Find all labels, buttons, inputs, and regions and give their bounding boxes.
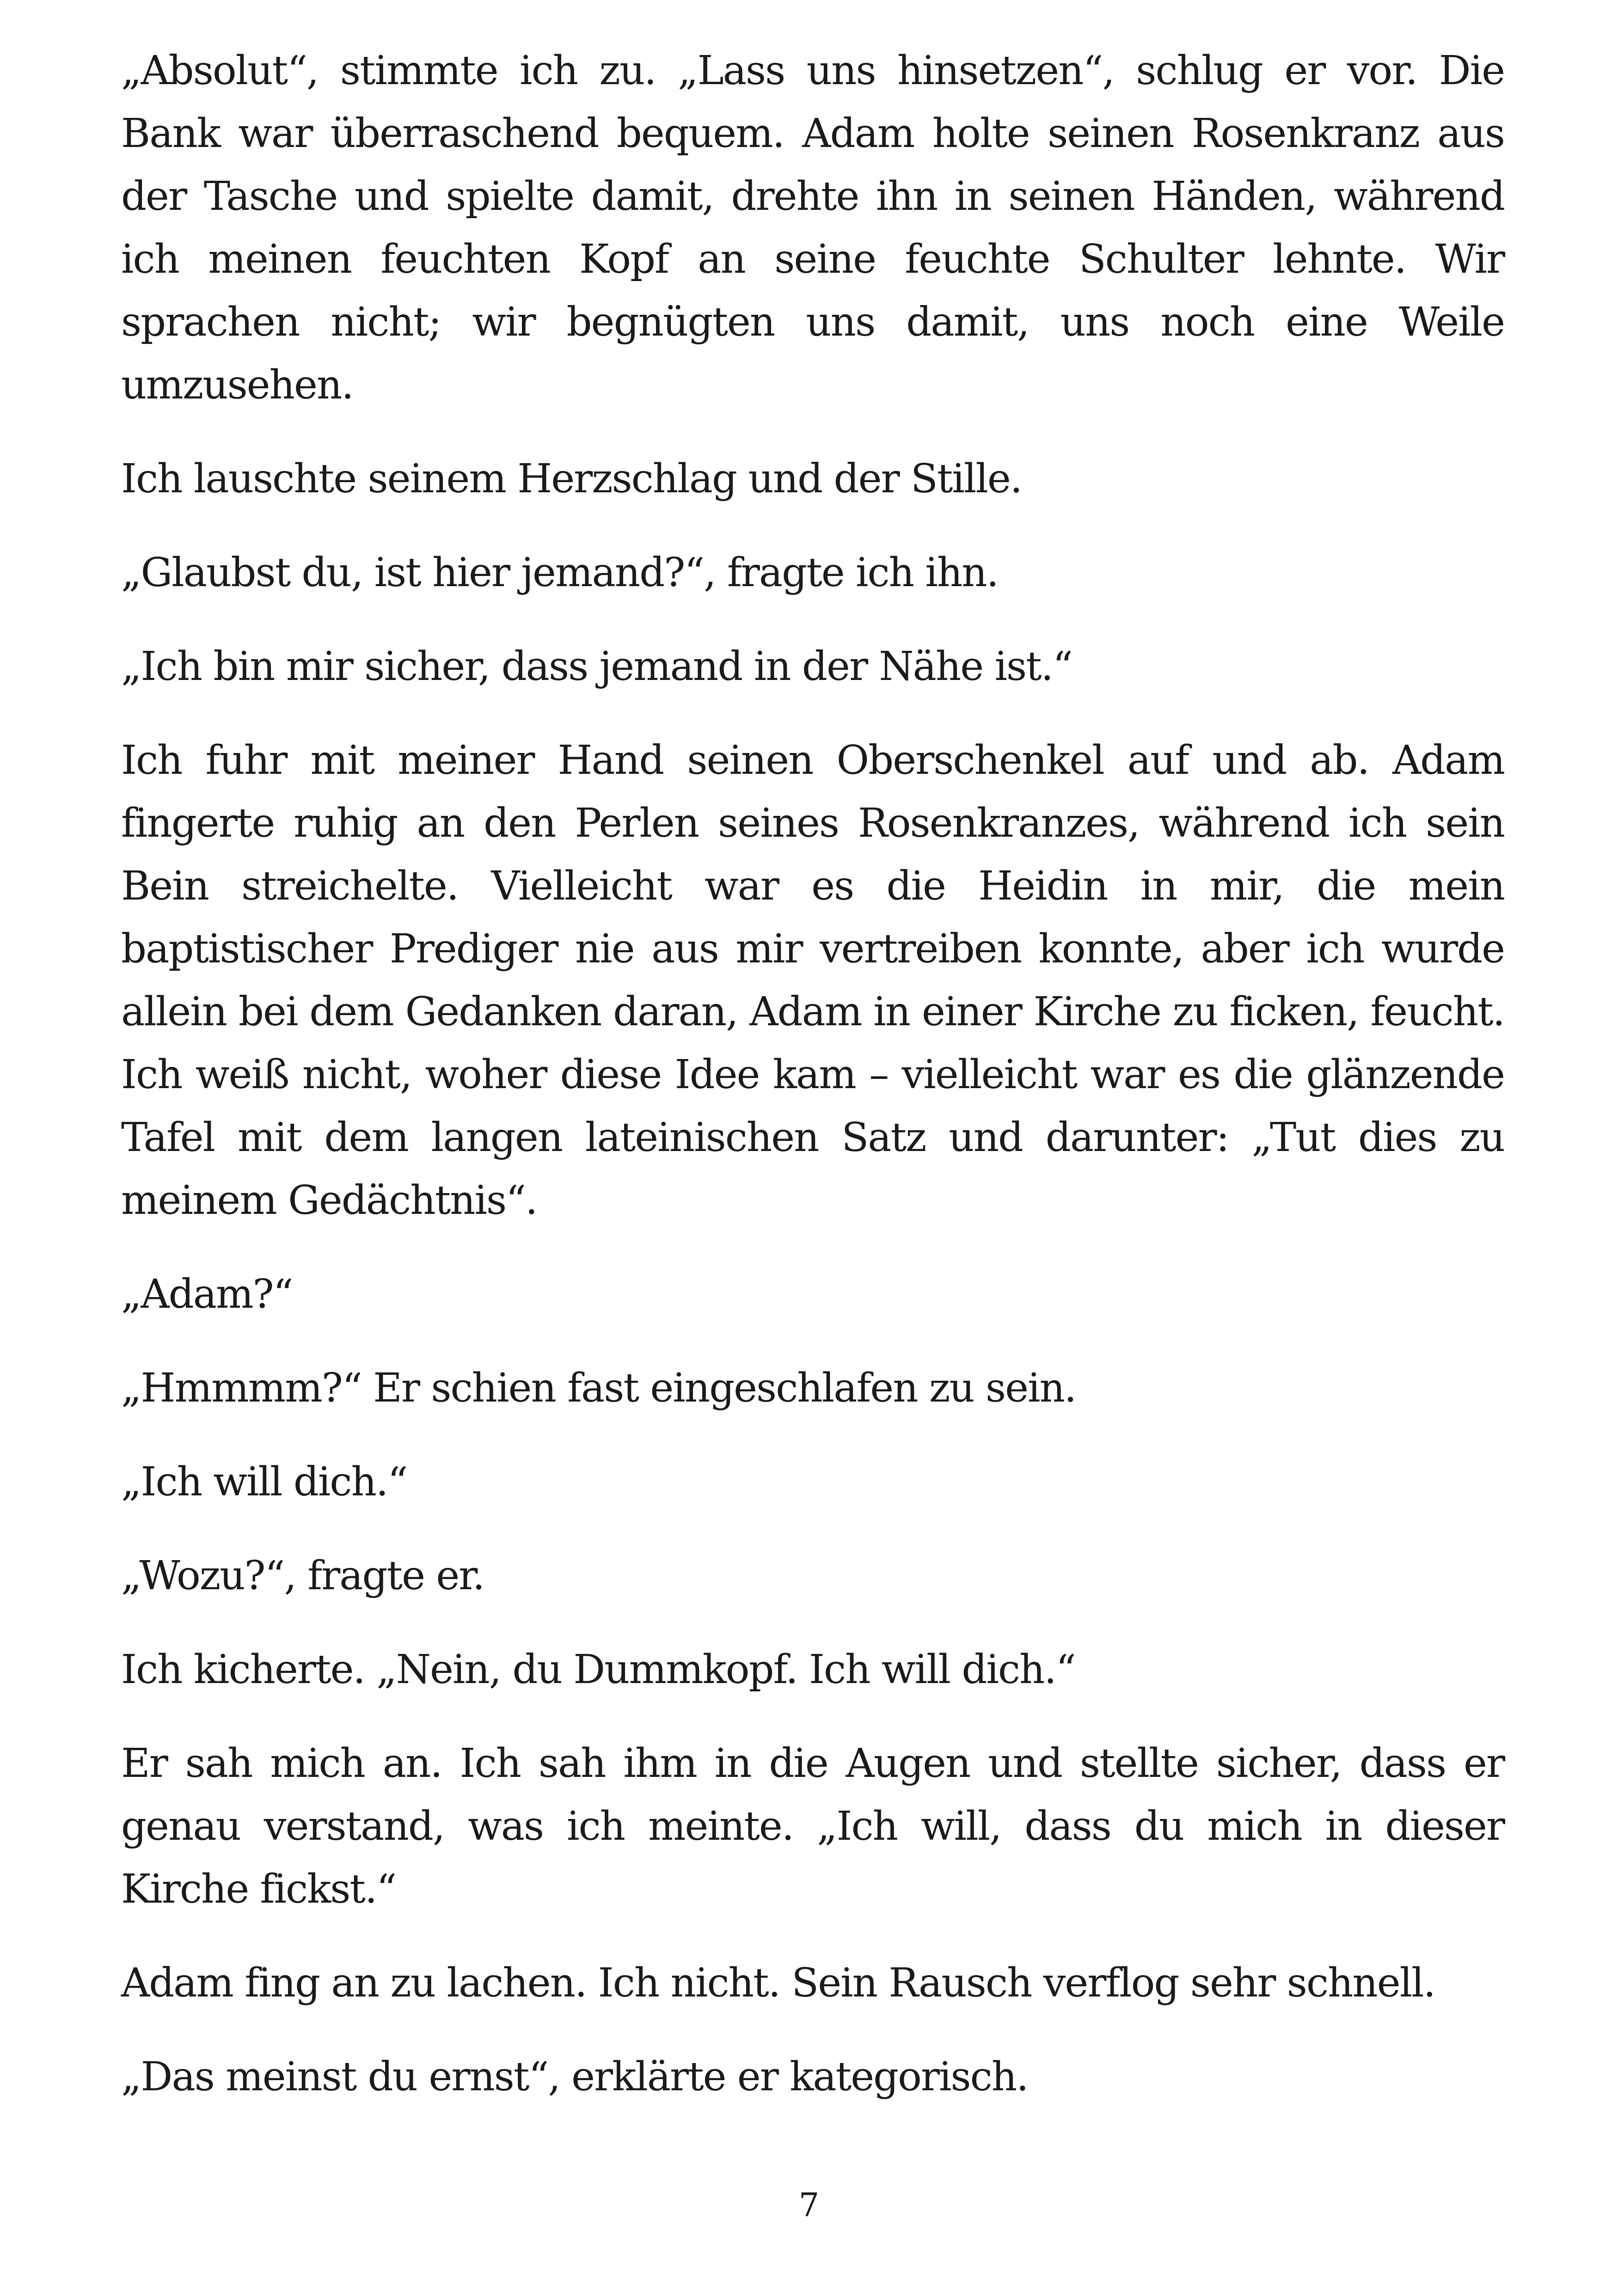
paragraph-3: „Glaubst du, ist hier jemand?“, fragte ich ihn. [121, 550, 999, 596]
paragraph-4: „Ich bin mir sicher, dass jemand in der Nähe ist.“ [121, 643, 1072, 690]
paragraph-11: Er sah mich an. Ich sah ihm in die Augen und stellte sicher, dass er genau verstand, was ich meinte. „Ich will, dass du mich in dieser Kirche fickst.“ [121, 1740, 1504, 1912]
paragraph-1: „Absolut“, stimmte ich zu. „Lass uns hinsetzen“, schlug er vor. Die Bank war überraschend bequem. Adam holte seinen Rosenkranz aus der Tasche und spielte damit, drehte ihn in seinen Händen, während ich meinen feuchten Kopf an seine feuchte Schulter lehnte. Wir sprachen nicht; wir begnügten uns damit, uns noch eine Weile umzusehen. [121, 48, 1504, 408]
paragraph-7: „Hmmmm?“ Er schien fast eingeschlafen zu sein. [121, 1365, 1076, 1411]
paragraph-8: „Ich will dich.“ [121, 1459, 407, 1505]
paragraph-13: „Das meinst du ernst“, erklärte er kategorisch. [121, 2054, 1028, 2100]
paragraph-5: Ich fuhr mit meiner Hand seinen Oberschenkel auf und ab. Adam fingerte ruhig an den Perlen seines Rosenkranzes, während ich sein Bein streichelte. Vielleicht war es die Heidin in mir, die mein baptistischer Prediger nie aus mir vertreiben konnte, aber ich wurde allein bei dem Gedanken daran, Adam in einer Kirche zu ficken, feucht. Ich weiß nicht, woher diese Idee kam – vielleicht war es die glänzende Tafel mit dem langen lateinischen Satz und darunter: „Tut dies zu meinem Gedächtnis“. [121, 737, 1504, 1224]
paragraph-10: Ich kicherte. „Nein, du Dummkopf. Ich will dich.“ [121, 1647, 1075, 1693]
page-number: 7 [798, 2186, 820, 2224]
paragraph-6: „Adam?“ [121, 1271, 293, 1317]
body-text [121, 39, 1504, 2139]
paragraph-9: „Wozu?“, fragte er. [121, 1553, 484, 1599]
paragraph-12: Adam fing an zu lachen. Ich nicht. Sein Rausch verflog sehr schnell. [121, 1960, 1435, 2006]
paragraph-2: Ich lauschte seinem Herzschlag und der Stille. [121, 456, 1022, 502]
